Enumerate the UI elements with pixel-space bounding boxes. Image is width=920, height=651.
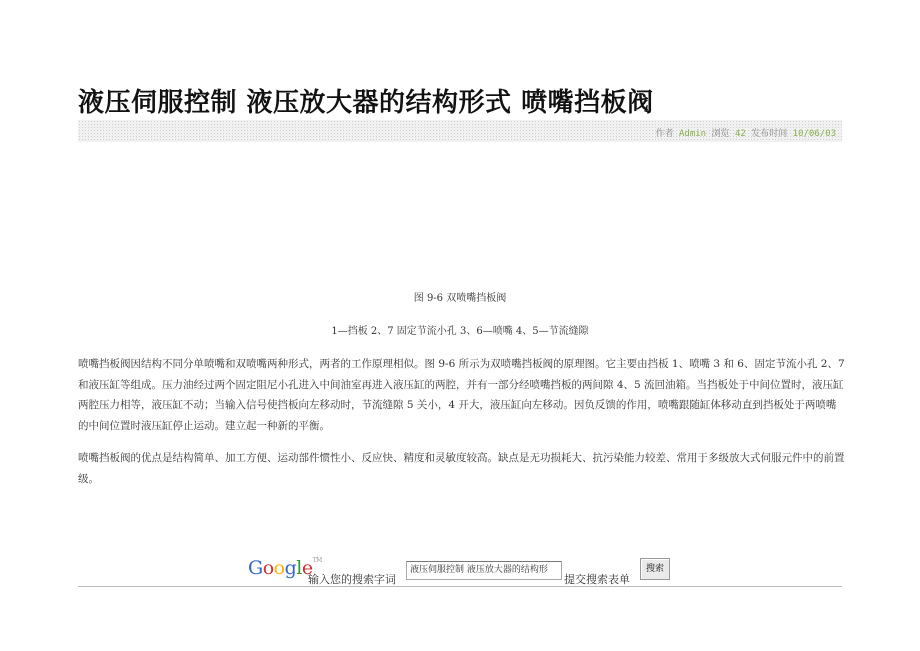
publish-date: 10/06/03 [792,129,836,139]
author-link[interactable]: Admin [678,129,707,139]
figure-legend: 1—挡板 2、7 固定节流小孔 3、6—喷嘴 4、5—节流缝隙 [331,326,589,337]
figure-caption: 图 9-6 双喷嘴挡板阀 [413,293,507,304]
google-logo-letter: l [296,557,302,579]
author-label: 作者 [655,129,674,139]
search-input[interactable]: 液压伺服控制 液压放大器的结构形 [406,561,562,580]
views-label: 浏览 [711,129,730,139]
google-logo-letter: g [284,557,297,579]
views-count: 42 [734,129,746,139]
google-logo-text [248,557,313,579]
search-button[interactable]: 搜索 [640,558,670,580]
submit-label: 提交搜索表单 [564,573,630,586]
date-label: 发布时间 [751,129,788,139]
google-logo-letter: o [273,557,285,579]
body-paragraph-1: 喷嘴挡板阀因结构不同分单喷嘴和双喷嘴两种形式，两者的工作原理相似。图 9-6 所示为双喷嘴挡板阀的原理图。它主要由挡板 1、喷嘴 3 和 6、固定节流小孔 2、7 和液压缸等组成。压力油经过两个固定阻尼小孔进入中间油室再进入液压缸的两腔，并有一部分经喷嘴挡板的两间隙 4、5 流回油箱。当挡板处于中间位置时，液压缸两腔压力相等，液压缸不动；当输入信号使挡板向左移动时，节流缝隙 5 关小，4 开大，液压缸向左移动。因负反馈的作用，喷嘴跟随缸体移动直到挡板处于两喷嘴的中间位置时液压缸停止运动。建立起一种新的平衡。 [78,358,845,432]
meta-bar [78,120,842,142]
google-logo-letter: G [248,557,263,579]
trademark-mark: TM [312,557,322,564]
body-paragraph-2: 喷嘴挡板阀的优点是结构简单、加工方便、运动部件惯性小、反应快、精度和灵敏度较高。缺点是无功损耗大、抗污染能力较差、常用于多级放大式伺服元件中的前置级。 [78,452,845,485]
google-logo-letter: e [301,557,313,579]
search-input-label: 输入您的搜索字词 [308,573,396,586]
bottom-divider [78,586,842,587]
article-meta [656,126,836,139]
page-title: 液压伺服控制 液压放大器的结构形式 喷嘴挡板阀 [78,88,654,118]
google-logo-letter: o [262,557,274,579]
